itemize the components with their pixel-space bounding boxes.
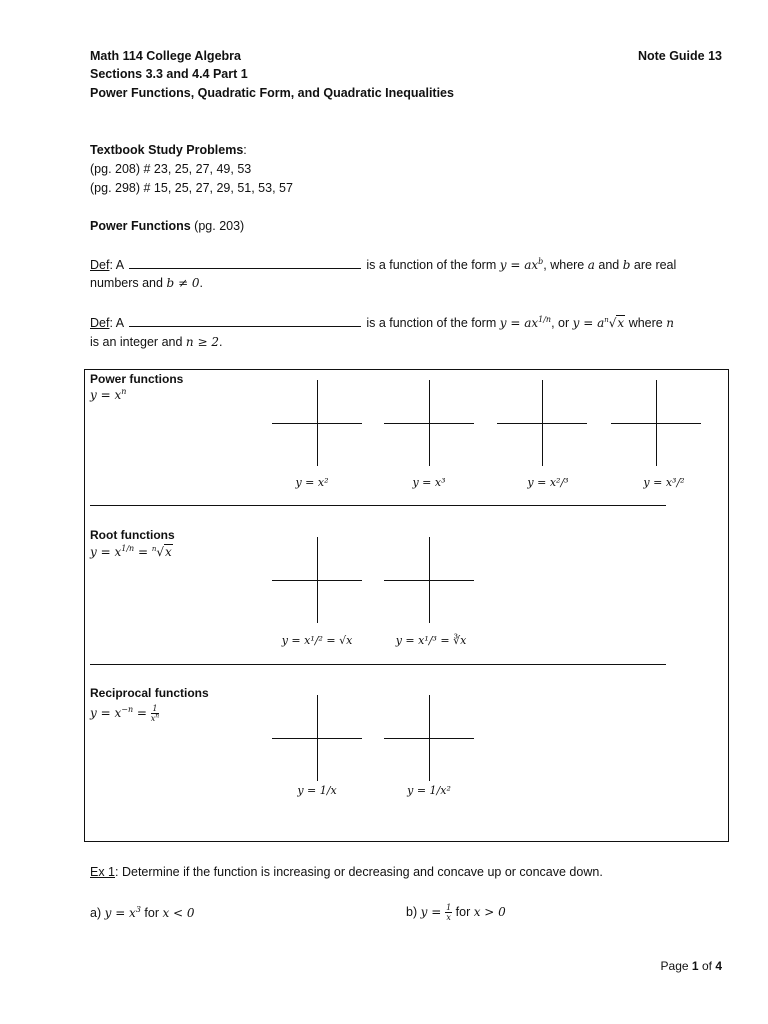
axes-root-sqrt — [272, 537, 362, 623]
study-line-2: (pg. 298) # 15, 25, 27, 29, 51, 53, 57 — [90, 181, 293, 195]
def1-blank — [129, 257, 361, 269]
reciprocal-functions-heading: Reciprocal functions — [90, 686, 209, 700]
def1-b-var: b — [622, 258, 631, 272]
def2-label: Def — [90, 316, 110, 330]
course-title: Math 114 College Algebra — [90, 49, 241, 63]
section-divider-2 — [90, 664, 666, 665]
label-root-sqrt: y = x¹/² = √x — [281, 634, 353, 647]
section-divider-1 — [90, 505, 666, 506]
def2-formula-1: $y = ax^{1/n}$ — [499, 315, 552, 330]
axes-power-x3-2 — [611, 380, 701, 466]
part-b-function: y = $\frac{1}{x}$ — [420, 903, 452, 922]
study-heading — [90, 143, 247, 157]
def1-mid-text: is a function of the form — [366, 258, 497, 272]
axes-power-x3 — [384, 380, 474, 466]
def2-line2-text: is an integer and — [90, 335, 183, 349]
study-heading-text: Textbook Study Problems — [90, 143, 244, 157]
def1-after: , where — [543, 258, 585, 272]
def2-n-var: n — [666, 316, 674, 330]
example-1-prompt — [90, 865, 603, 879]
def1-tail: are real — [633, 258, 677, 272]
axes-root-cbrt — [384, 537, 474, 623]
power-formula-lhs: y = x — [90, 388, 122, 402]
part-a-function: $y = x^3$ — [104, 905, 141, 920]
study-heading-colon: : — [243, 143, 247, 157]
def2-formula-2: $y = a^n√x$ — [572, 316, 625, 330]
example-1-label: Ex 1 — [90, 865, 116, 879]
footer-page-total: 4 — [715, 959, 722, 973]
label-reciprocal-1: y = 1/x — [297, 784, 337, 797]
def2-or: , or — [551, 316, 570, 330]
def1-line2-text: numbers and — [90, 276, 163, 290]
topic-title: Power Functions, Quadratic Form, and Quadratic Inequalities — [90, 86, 454, 100]
definition-2-line-1 — [90, 315, 674, 330]
def1-a-var: a — [587, 258, 595, 272]
definition-2-line-2: is an integer and n ≥ 2. — [90, 335, 223, 349]
def2-where: where — [628, 316, 663, 330]
def1-label: Def — [90, 258, 110, 272]
part-a-domain: x < 0 — [162, 906, 195, 920]
power-functions-title: Power Functions — [90, 219, 191, 233]
root-functions-formula: $y = x^{1/n} = ^n√x$ — [90, 544, 172, 559]
part-b-domain: x > 0 — [473, 905, 506, 919]
power-functions-page-ref: (pg. 203) — [190, 219, 245, 233]
def1-and: and — [598, 258, 620, 272]
note-guide-label: Note Guide 13 — [637, 49, 722, 63]
part-a-cond: for — [140, 906, 163, 920]
axes-reciprocal-1 — [272, 695, 362, 781]
footer-page-number: 1 — [691, 959, 699, 973]
page-footer — [661, 959, 722, 973]
label-power-x3: y = x³ — [412, 476, 446, 489]
def2-blank — [129, 315, 361, 327]
label-power-x2: y = x² — [295, 476, 329, 489]
label-reciprocal-2: y = 1/x² — [407, 784, 451, 797]
example-1-part-b — [406, 903, 506, 922]
power-functions-formula — [90, 388, 126, 402]
axes-reciprocal-2 — [384, 695, 474, 781]
label-root-cbrt: y = x¹/³ = ∛x — [395, 634, 467, 647]
example-1-text: : Determine if the function is increasing or decreasing and concave up or concave down. — [115, 865, 603, 879]
root-functions-heading: Root functions — [90, 528, 175, 542]
def2-a: : A — [109, 316, 124, 330]
def1-condition: b ≠ 0 — [166, 276, 200, 290]
def1-a: : A — [109, 258, 124, 272]
reciprocal-functions-formula: $y = x^{-n}$ = $\frac{1}{x^n}$ — [90, 704, 160, 723]
part-a-prefix: a) — [90, 906, 105, 920]
label-power-x2-3: y = x²/³ — [527, 476, 569, 489]
def2-mid-text: is a function of the form — [366, 316, 497, 330]
power-functions-heading — [90, 219, 244, 233]
definition-1-line-2: numbers and b ≠ 0. — [90, 276, 203, 290]
power-functions-box-heading: Power functions — [90, 372, 184, 386]
def1-formula: $y = ax^b$ — [499, 257, 544, 272]
axes-power-x2 — [272, 380, 362, 466]
def2-condition: n ≥ 2 — [185, 335, 219, 349]
sections-title: Sections 3.3 and 4.4 Part 1 — [90, 67, 248, 81]
definition-1-line-1 — [90, 257, 676, 272]
axes-power-x2-3 — [497, 380, 587, 466]
part-b-prefix: b) — [406, 905, 421, 919]
footer-page-word: Page — [660, 959, 689, 973]
part-b-cond: for — [455, 905, 474, 919]
power-formula-exp: n — [121, 387, 127, 396]
study-line-1: (pg. 208) # 23, 25, 27, 49, 53 — [90, 162, 252, 176]
label-power-x3-2: y = x³/² — [643, 476, 685, 489]
example-1-part-a — [90, 906, 195, 920]
footer-of-word: of — [701, 959, 712, 973]
